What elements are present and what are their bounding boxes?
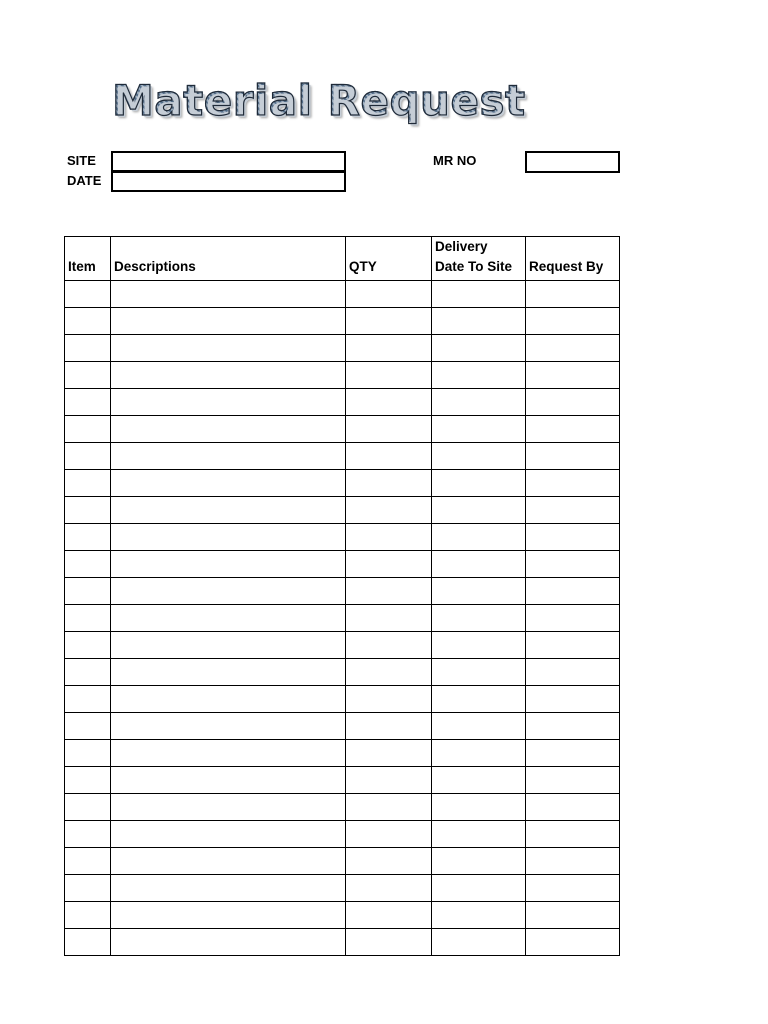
item-cell[interactable] — [65, 577, 111, 604]
site-label: SITE — [67, 153, 96, 168]
request-by-cell[interactable] — [526, 523, 620, 550]
qty-cell[interactable] — [346, 442, 432, 469]
delivery-date-cell[interactable] — [432, 901, 526, 928]
qty-cell[interactable] — [346, 685, 432, 712]
table-row — [65, 604, 620, 631]
description-cell[interactable] — [111, 550, 346, 577]
request-by-cell[interactable] — [526, 577, 620, 604]
item-cell[interactable] — [65, 388, 111, 415]
description-cell[interactable] — [111, 496, 346, 523]
delivery-date-cell[interactable] — [432, 928, 526, 955]
header-request-by: Request By — [526, 237, 620, 281]
header-descriptions: Descriptions — [111, 237, 346, 281]
item-cell[interactable] — [65, 415, 111, 442]
table-row — [65, 766, 620, 793]
table-row — [65, 658, 620, 685]
request-by-cell[interactable] — [526, 631, 620, 658]
qty-cell[interactable] — [346, 901, 432, 928]
qty-cell[interactable] — [346, 874, 432, 901]
delivery-date-cell[interactable] — [432, 361, 526, 388]
table-row — [65, 415, 620, 442]
description-cell[interactable] — [111, 523, 346, 550]
qty-cell[interactable] — [346, 604, 432, 631]
delivery-date-cell[interactable] — [432, 550, 526, 577]
item-cell[interactable] — [65, 496, 111, 523]
description-cell[interactable] — [111, 307, 346, 334]
qty-cell[interactable] — [346, 388, 432, 415]
qty-cell[interactable] — [346, 766, 432, 793]
table-row — [65, 901, 620, 928]
qty-cell[interactable] — [346, 361, 432, 388]
qty-cell[interactable] — [346, 928, 432, 955]
delivery-date-cell[interactable] — [432, 631, 526, 658]
request-by-cell[interactable] — [526, 496, 620, 523]
request-by-cell[interactable] — [526, 847, 620, 874]
request-by-cell[interactable] — [526, 604, 620, 631]
description-cell[interactable] — [111, 712, 346, 739]
request-by-cell[interactable] — [526, 334, 620, 361]
qty-cell[interactable] — [346, 280, 432, 307]
description-cell[interactable] — [111, 901, 346, 928]
item-cell[interactable] — [65, 631, 111, 658]
request-by-cell[interactable] — [526, 874, 620, 901]
item-cell[interactable] — [65, 928, 111, 955]
table-header-row — [65, 237, 620, 281]
item-cell[interactable] — [65, 523, 111, 550]
request-by-cell[interactable] — [526, 820, 620, 847]
qty-cell[interactable] — [346, 550, 432, 577]
qty-cell[interactable] — [346, 577, 432, 604]
delivery-date-cell[interactable] — [432, 766, 526, 793]
description-cell[interactable] — [111, 685, 346, 712]
table-body — [65, 280, 620, 955]
description-cell[interactable] — [111, 469, 346, 496]
description-cell[interactable] — [111, 847, 346, 874]
item-cell[interactable] — [65, 901, 111, 928]
qty-cell[interactable] — [346, 523, 432, 550]
date-field[interactable] — [111, 171, 346, 192]
table-row — [65, 874, 620, 901]
table-row — [65, 793, 620, 820]
item-cell[interactable] — [65, 820, 111, 847]
request-by-cell[interactable] — [526, 415, 620, 442]
site-field[interactable] — [111, 151, 346, 172]
description-cell[interactable] — [111, 739, 346, 766]
delivery-date-cell[interactable] — [432, 793, 526, 820]
delivery-date-cell[interactable] — [432, 820, 526, 847]
item-cell[interactable] — [65, 550, 111, 577]
qty-cell[interactable] — [346, 631, 432, 658]
item-cell[interactable] — [65, 658, 111, 685]
delivery-date-cell[interactable] — [432, 388, 526, 415]
item-cell[interactable] — [65, 604, 111, 631]
date-label: DATE — [67, 173, 102, 188]
description-cell[interactable] — [111, 334, 346, 361]
request-by-cell[interactable] — [526, 442, 620, 469]
delivery-date-cell[interactable] — [432, 685, 526, 712]
table-row — [65, 847, 620, 874]
description-cell[interactable] — [111, 874, 346, 901]
item-cell[interactable] — [65, 280, 111, 307]
item-cell[interactable] — [65, 442, 111, 469]
header-delivery-line1: Delivery — [435, 239, 488, 254]
delivery-date-cell[interactable] — [432, 496, 526, 523]
qty-cell[interactable] — [346, 739, 432, 766]
item-cell[interactable] — [65, 793, 111, 820]
table-row — [65, 361, 620, 388]
table-row — [65, 550, 620, 577]
delivery-date-cell[interactable] — [432, 523, 526, 550]
delivery-date-cell[interactable] — [432, 577, 526, 604]
description-cell[interactable] — [111, 415, 346, 442]
item-cell[interactable] — [65, 685, 111, 712]
request-by-cell[interactable] — [526, 901, 620, 928]
qty-cell[interactable] — [346, 334, 432, 361]
table-row — [65, 820, 620, 847]
description-cell[interactable] — [111, 658, 346, 685]
item-cell[interactable] — [65, 712, 111, 739]
table-row — [65, 388, 620, 415]
table-row — [65, 280, 620, 307]
request-by-cell[interactable] — [526, 739, 620, 766]
qty-cell[interactable] — [346, 307, 432, 334]
request-by-cell[interactable] — [526, 469, 620, 496]
delivery-date-cell[interactable] — [432, 739, 526, 766]
description-cell[interactable] — [111, 604, 346, 631]
description-cell[interactable] — [111, 280, 346, 307]
qty-cell[interactable] — [346, 847, 432, 874]
description-cell[interactable] — [111, 766, 346, 793]
delivery-date-cell[interactable] — [432, 658, 526, 685]
item-cell[interactable] — [65, 739, 111, 766]
delivery-date-cell[interactable] — [432, 874, 526, 901]
request-by-cell[interactable] — [526, 307, 620, 334]
table-row — [65, 469, 620, 496]
form-title: Material Request — [112, 76, 526, 125]
request-by-cell[interactable] — [526, 712, 620, 739]
table-row — [65, 739, 620, 766]
table-row — [65, 928, 620, 955]
request-by-cell[interactable] — [526, 361, 620, 388]
description-cell[interactable] — [111, 442, 346, 469]
description-cell[interactable] — [111, 928, 346, 955]
item-cell[interactable] — [65, 874, 111, 901]
qty-cell[interactable] — [346, 793, 432, 820]
material-table — [64, 236, 620, 956]
table-row — [65, 577, 620, 604]
request-by-cell[interactable] — [526, 766, 620, 793]
delivery-date-cell[interactable] — [432, 280, 526, 307]
table-row — [65, 307, 620, 334]
qty-cell[interactable] — [346, 820, 432, 847]
request-by-cell[interactable] — [526, 928, 620, 955]
table-row — [65, 442, 620, 469]
item-cell[interactable] — [65, 766, 111, 793]
description-cell[interactable] — [111, 793, 346, 820]
item-cell[interactable] — [65, 334, 111, 361]
delivery-date-cell[interactable] — [432, 604, 526, 631]
description-cell[interactable] — [111, 361, 346, 388]
qty-cell[interactable] — [346, 712, 432, 739]
item-cell[interactable] — [65, 469, 111, 496]
mr-no-label: MR NO — [433, 153, 477, 168]
description-cell[interactable] — [111, 820, 346, 847]
request-by-cell[interactable] — [526, 793, 620, 820]
table-row — [65, 496, 620, 523]
item-cell[interactable] — [65, 361, 111, 388]
mr-no-field[interactable] — [525, 151, 620, 173]
request-by-cell[interactable] — [526, 280, 620, 307]
qty-cell[interactable] — [346, 658, 432, 685]
request-by-cell[interactable] — [526, 550, 620, 577]
qty-cell[interactable] — [346, 469, 432, 496]
request-by-cell[interactable] — [526, 658, 620, 685]
table-row — [65, 523, 620, 550]
request-by-cell[interactable] — [526, 388, 620, 415]
delivery-date-cell[interactable] — [432, 415, 526, 442]
qty-cell[interactable] — [346, 415, 432, 442]
table-row — [65, 685, 620, 712]
delivery-date-cell[interactable] — [432, 469, 526, 496]
item-cell[interactable] — [65, 847, 111, 874]
header-delivery-line2: Date To Site — [435, 259, 513, 275]
header-qty: QTY — [346, 237, 432, 281]
delivery-date-cell[interactable] — [432, 712, 526, 739]
header-delivery-date — [432, 237, 526, 281]
table-row — [65, 334, 620, 361]
header-item: Item — [65, 237, 111, 281]
qty-cell[interactable] — [346, 496, 432, 523]
delivery-date-cell[interactable] — [432, 442, 526, 469]
item-cell[interactable] — [65, 307, 111, 334]
delivery-date-cell[interactable] — [432, 334, 526, 361]
request-by-cell[interactable] — [526, 685, 620, 712]
description-cell[interactable] — [111, 631, 346, 658]
table-row — [65, 712, 620, 739]
description-cell[interactable] — [111, 577, 346, 604]
delivery-date-cell[interactable] — [432, 847, 526, 874]
table-row — [65, 631, 620, 658]
description-cell[interactable] — [111, 388, 346, 415]
delivery-date-cell[interactable] — [432, 307, 526, 334]
